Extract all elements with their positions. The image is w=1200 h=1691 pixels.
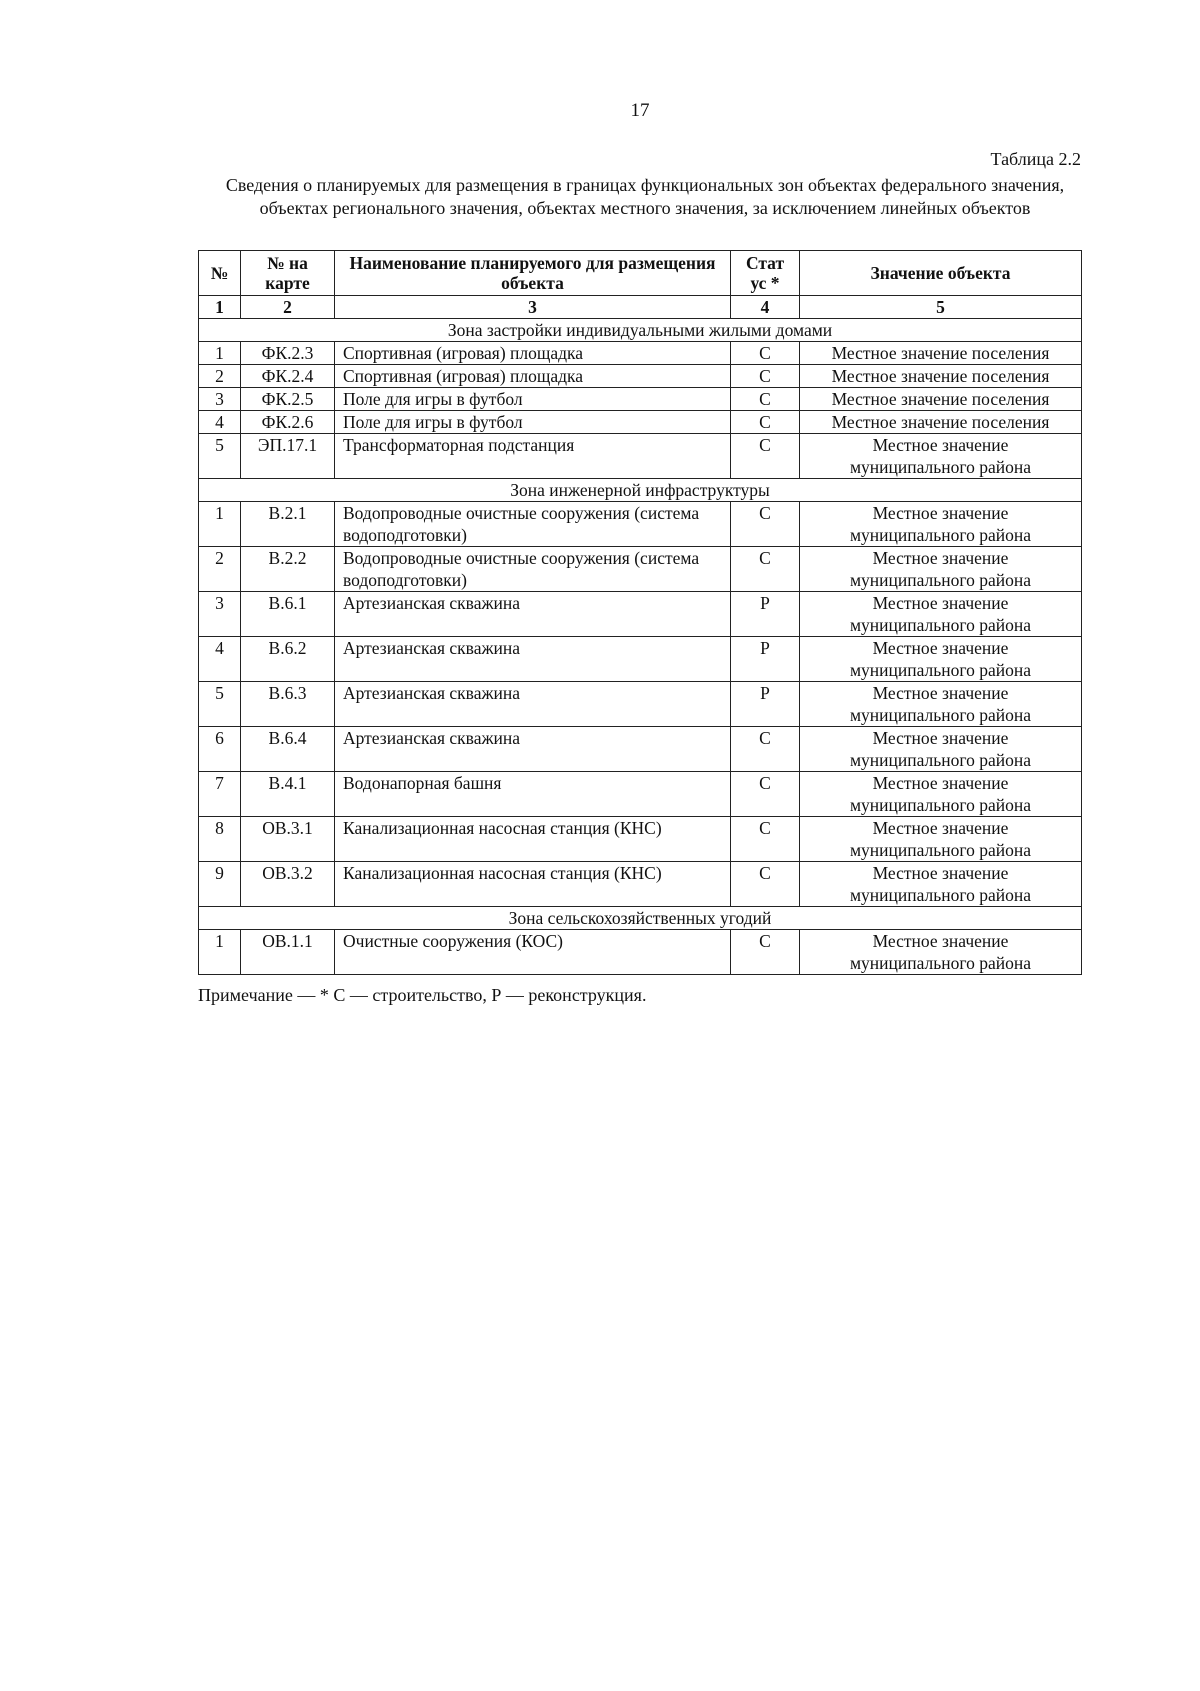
row-number: 3 [199,388,241,411]
row-number: 2 [199,547,241,592]
object-status: С [731,388,800,411]
object-status: С [731,930,800,975]
table-row [199,817,1082,862]
object-name: Спортивная (игровая) площадка [335,365,731,388]
object-name: Поле для игры в футбол [335,411,731,434]
row-number: 6 [199,727,241,772]
table-row [199,682,1082,727]
map-code: ФК.2.5 [241,388,335,411]
map-code: В.2.2 [241,547,335,592]
object-value: Местное значение муниципального района [800,547,1082,592]
column-index: 4 [731,296,800,319]
object-status: С [731,434,800,479]
header-map-num: № на карте [241,251,335,296]
object-name: Очистные сооружения (КОС) [335,930,731,975]
table-row [199,388,1082,411]
row-number: 1 [199,502,241,547]
object-status: С [731,817,800,862]
object-status: Р [731,637,800,682]
object-value: Местное значение муниципального района [800,502,1082,547]
object-name: Водопроводные очистные сооружения (система водоподготовки) [335,502,731,547]
row-number: 5 [199,682,241,727]
object-name: Артезианская скважина [335,592,731,637]
object-value: Местное значение муниципального района [800,637,1082,682]
table-note: Примечание — * С — строительство, Р — реконструкция. [198,985,647,1005]
map-code: ЭП.17.1 [241,434,335,479]
object-status: С [731,547,800,592]
object-value: Местное значение поселения [800,388,1082,411]
row-number: 1 [199,930,241,975]
object-value: Местное значение муниципального района [800,772,1082,817]
object-name: Трансформаторная подстанция [335,434,731,479]
map-code: ФК.2.6 [241,411,335,434]
object-name: Артезианская скважина [335,682,731,727]
table-row [199,411,1082,434]
column-index-row [199,296,1082,319]
map-code: В.6.1 [241,592,335,637]
column-index: 3 [335,296,731,319]
row-number: 9 [199,862,241,907]
row-number: 8 [199,817,241,862]
object-status: С [731,342,800,365]
object-name: Канализационная насосная станция (КНС) [335,862,731,907]
header-num: № [199,251,241,296]
object-status: С [731,502,800,547]
row-number: 5 [199,434,241,479]
object-status: Р [731,592,800,637]
map-code: В.6.3 [241,682,335,727]
row-number: 4 [199,637,241,682]
zone-title: Зона застройки индивидуальными жилыми домами [199,319,1082,342]
map-code: ФК.2.4 [241,365,335,388]
object-value: Местное значение муниципального района [800,682,1082,727]
header-value: Значение объекта [800,251,1082,296]
table-row [199,727,1082,772]
table-caption: Сведения о планируемых для размещения в границах функциональных зон объектах федерального значения, объектах регионального значения, объектах местного значения, за исключением линейных объектов [225,175,1065,218]
table-row [199,434,1082,479]
map-code: В.2.1 [241,502,335,547]
object-name: Водопроводные очистные сооружения (система водоподготовки) [335,547,731,592]
object-status: С [731,411,800,434]
table-row [199,772,1082,817]
header-status: Стат ус * [731,251,800,296]
row-number: 7 [199,772,241,817]
object-status: С [731,772,800,817]
row-number: 1 [199,342,241,365]
object-status: С [731,365,800,388]
object-name: Водонапорная башня [335,772,731,817]
object-name: Артезианская скважина [335,727,731,772]
table-row [199,592,1082,637]
zone-row [199,479,1082,502]
table-row [199,502,1082,547]
map-code: В.6.4 [241,727,335,772]
object-value: Местное значение муниципального района [800,434,1082,479]
object-status: С [731,727,800,772]
map-code: ОВ.3.1 [241,817,335,862]
object-value: Местное значение муниципального района [800,817,1082,862]
table-row [199,547,1082,592]
zone-title: Зона сельскохозяйственных угодий [199,907,1082,930]
map-code: ОВ.3.2 [241,862,335,907]
table-label: Таблица 2.2 [990,149,1081,169]
map-code: В.6.2 [241,637,335,682]
object-name: Поле для игры в футбол [335,388,731,411]
table-row [199,637,1082,682]
row-number: 3 [199,592,241,637]
map-code: ОВ.1.1 [241,930,335,975]
table-row [199,365,1082,388]
object-name: Артезианская скважина [335,637,731,682]
object-value: Местное значение поселения [800,365,1082,388]
table-body [199,319,1082,975]
zone-row [199,907,1082,930]
table-row [199,930,1082,975]
table-row [199,862,1082,907]
object-status: С [731,862,800,907]
object-value: Местное значение муниципального района [800,930,1082,975]
column-index: 2 [241,296,335,319]
zone-row [199,319,1082,342]
table-header-row [199,251,1082,296]
column-index: 1 [199,296,241,319]
object-value: Местное значение муниципального района [800,592,1082,637]
object-value: Местное значение поселения [800,342,1082,365]
row-number: 2 [199,365,241,388]
objects-table [198,250,1082,975]
page-number: 17 [630,100,650,121]
object-status: Р [731,682,800,727]
object-value: Местное значение муниципального района [800,727,1082,772]
object-value: Местное значение муниципального района [800,862,1082,907]
map-code: ФК.2.3 [241,342,335,365]
row-number: 4 [199,411,241,434]
header-name: Наименование планируемого для размещения объекта [335,251,731,296]
map-code: В.4.1 [241,772,335,817]
object-name: Спортивная (игровая) площадка [335,342,731,365]
object-value: Местное значение поселения [800,411,1082,434]
table-row [199,342,1082,365]
column-index: 5 [800,296,1082,319]
zone-title: Зона инженерной инфраструктуры [199,479,1082,502]
object-name: Канализационная насосная станция (КНС) [335,817,731,862]
